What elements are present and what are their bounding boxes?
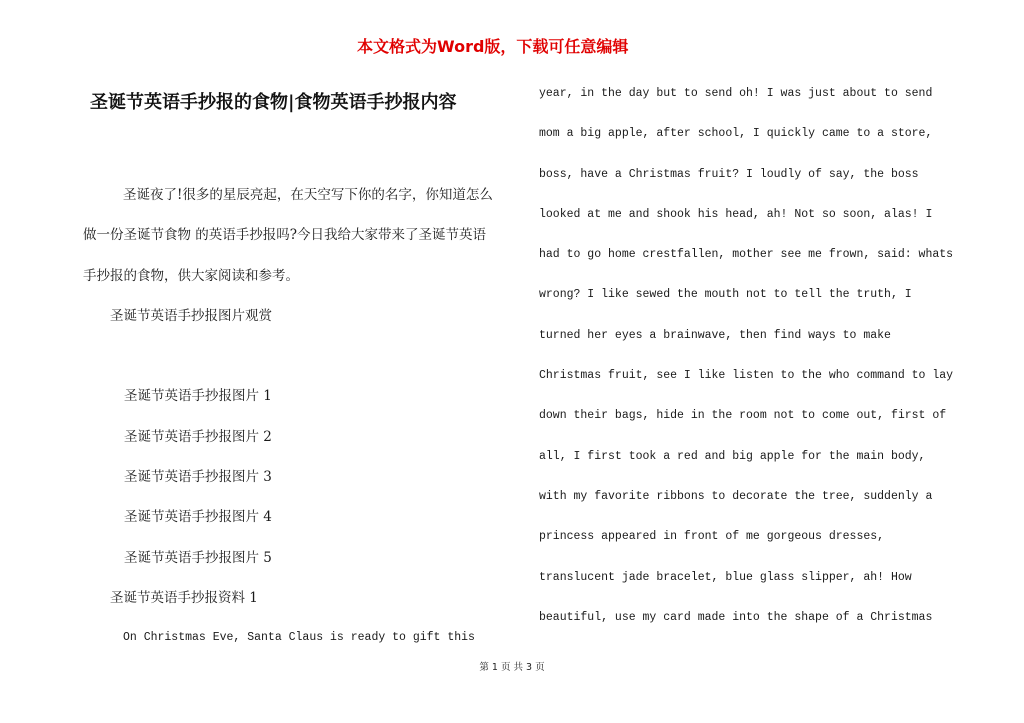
document-title: 圣诞节英语手抄报的食物|食物英语手抄报内容 [90,92,457,113]
body-text-line: mom a big apple, after school, I quickly came to a store, [539,127,933,141]
gallery-caption: 圣诞节英语手抄报图片 5 [124,549,272,566]
format-notice-banner: 本文格式为Word版，下载可任意编辑 [357,37,629,56]
gallery-heading: 圣诞节英语手抄报图片观赏 [110,307,272,324]
body-text-line: year, in the day but to send oh! I was just about to send [539,87,933,100]
empty-line [0,336,520,376]
right-column [539,74,999,638]
body-text-line: had to go home crestfallen, mother see me frown, said: whats [539,248,954,262]
materials-heading: 圣诞节英语手抄报资料 1 [110,589,258,606]
left-column [0,175,520,659]
body-text-line: Christmas fruit, see I like listen to the who command to lay [539,369,954,383]
gallery-caption: 圣诞节英语手抄报图片 2 [124,428,272,445]
intro-paragraph-line: 手抄报的食物，供大家阅读和参考。 [83,267,299,284]
body-text-line: down their bags, hide in the room not to come out, first of [539,409,947,423]
gallery-caption: 圣诞节英语手抄报图片 1 [124,388,272,405]
body-text-line: turned her eyes a brainwave, then find ways to make [539,328,891,342]
body-text-line: princess appeared in front of me gorgeous dresses, [539,530,885,544]
page-indicator: 第 1 页 共 3 页 [479,662,545,673]
body-text-line: wrong? I like sewed the mouth not to tell the truth, I [539,288,912,302]
intro-paragraph-line: 圣诞夜了!很多的星辰亮起，在天空写下你的名字，你知道怎么 [123,187,493,203]
intro-paragraph-line: 做一份圣诞节食物 的英语手抄报吗?今日我给大家带来了圣诞节英语 [83,227,487,244]
body-text-line: boss, have a Christmas fruit? I loudly of say, the boss [539,167,919,181]
gallery-caption: 圣诞节英语手抄报图片 4 [124,509,272,526]
body-text-line: beautiful, use my card made into the shape of a Christmas [539,610,933,624]
body-text-line: On Christmas Eve, Santa Claus is ready to gift this [123,631,475,645]
body-text-line: translucent jade bracelet, blue glass slipper, ah! How [539,570,912,584]
body-text-line: looked at me and shook his head, ah! Not so soon, alas! I [539,207,933,221]
body-text-line: with my favorite ribbons to decorate the tree, suddenly a [539,489,933,503]
gallery-caption: 圣诞节英语手抄报图片 3 [124,469,272,486]
body-text-line: all, I first took a red and big apple for the main body, [539,449,926,463]
